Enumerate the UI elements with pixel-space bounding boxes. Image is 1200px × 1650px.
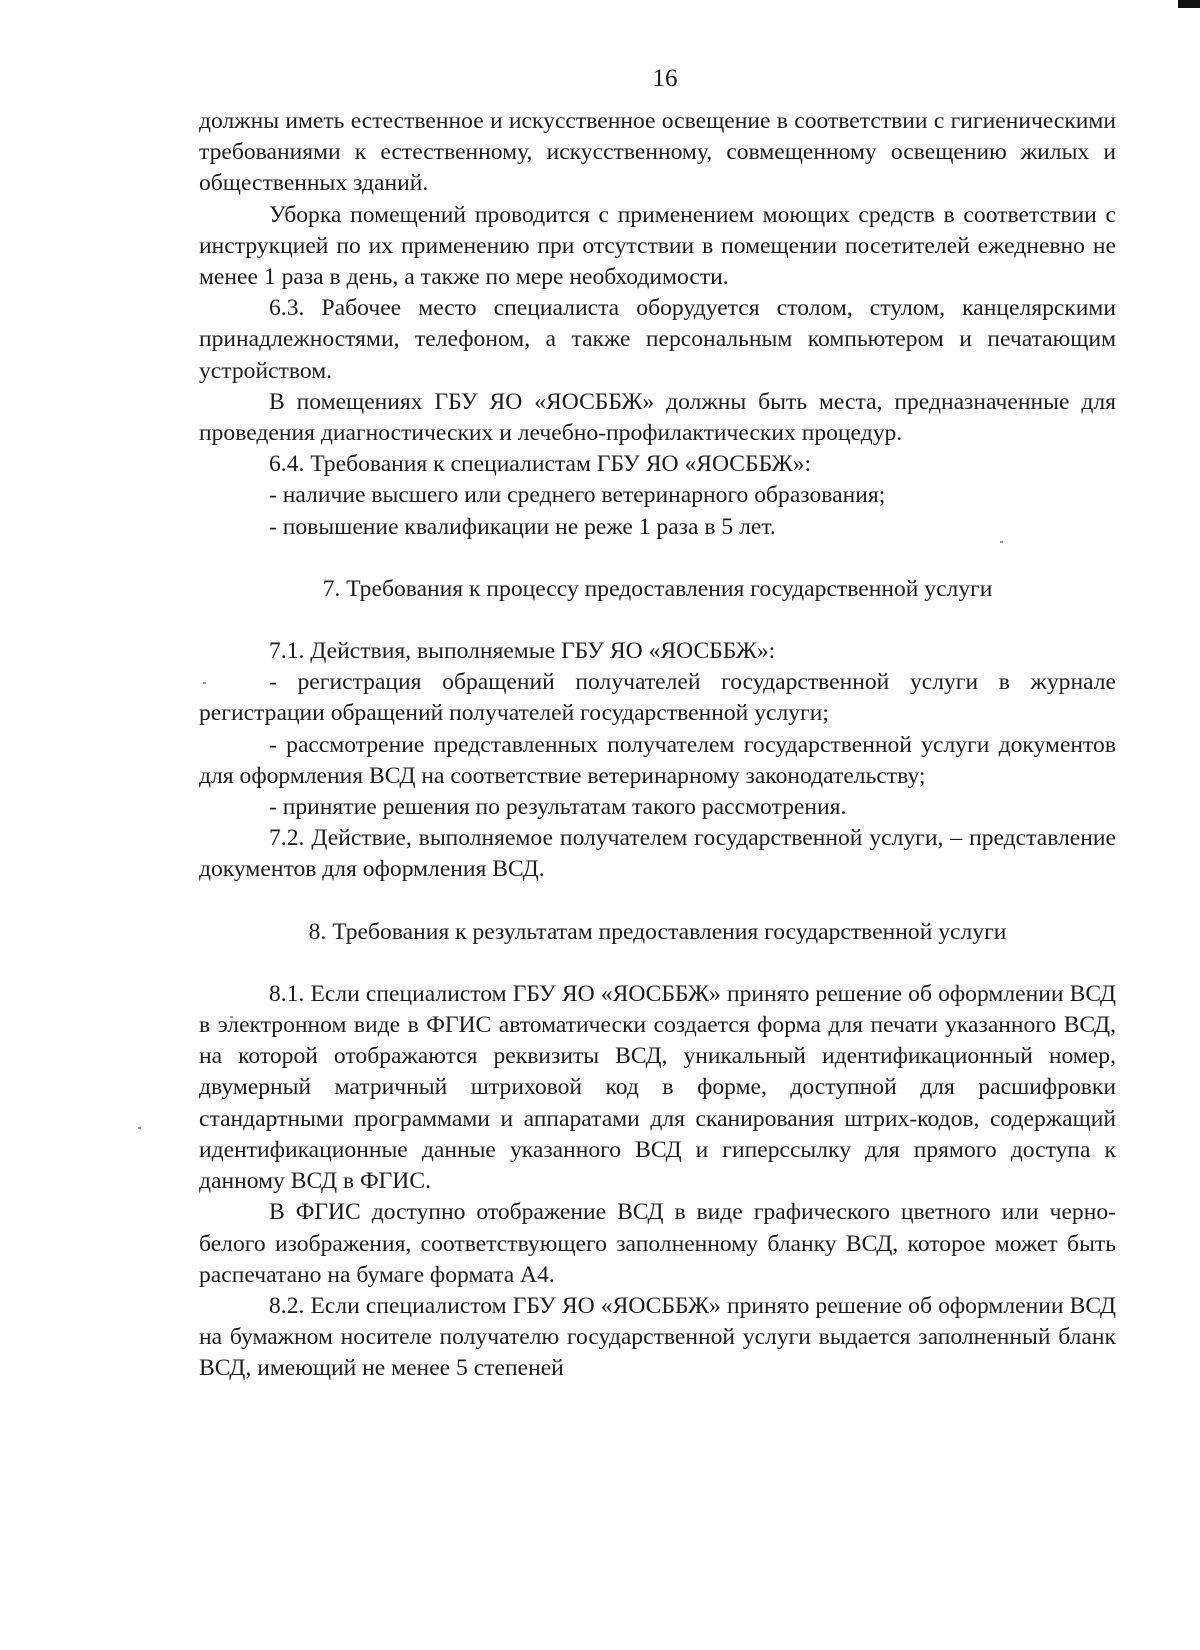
list-item: - принятие решения по результатам такого рассмотрения. <box>269 794 847 821</box>
list-item: - рассмотрение представленных получателем государственной услуги документов для оформления ВСД на соответствие ветеринарному законодательству; <box>199 731 1116 789</box>
paragraph-8-2: 8.2. Если специалистом ГБУ ЯО «ЯОСББЖ» принято решение об оформлении ВСД на бумажном носителе получателю государственной услуги выдается заполненный бланк ВСД, имеющий не менее 5 степеней <box>199 1292 1116 1382</box>
document-body <box>199 106 1116 1385</box>
page-number: 16 <box>652 65 678 92</box>
spacer <box>199 948 1116 979</box>
list-item: - регистрация обращений получателей государственной услуги в журнале регистрации обращений получателей государственной услуги; <box>199 669 1116 727</box>
paragraph: должны иметь естественное и искусственное освещение в соответствии с гигиеническими требованиями к естественному, искусственному, совмещенному освещению жилых и общественных зданий. <box>199 108 1116 197</box>
list-item: - повышение квалификации не реже 1 раза в 5 лет. <box>269 513 776 540</box>
paragraph-8-1: 8.1. Если специалистом ГБУ ЯО «ЯОСББЖ» принято решение об оформлении ВСД в электронном виде в ФГИС автоматически создается форма для печати указанного ВСД, на которой отображаются реквизиты ВСД, уникальный идентификационный номер, двумерный матричный штриховой код в форме, доступной для расшифровки стандартными программами и аппаратами для сканирования штрих-кодов, содержащий идентификационные данные указанного ВСД и гиперссылку для прямого доступа к данному ВСД в ФГИС. <box>199 980 1116 1195</box>
section-heading-7: 7. Требования к процессу предоставления государственной услуги <box>322 575 993 602</box>
spacer <box>199 605 1116 636</box>
list-item: - наличие высшего или среднего ветеринарного образования; <box>269 482 886 509</box>
paragraph-6-3: 6.3. Рабочее место специалиста оборудуется столом, стулом, канцелярскими принадлежностями, телефоном, а также персональным компьютером и печатающим устройством. <box>199 295 1116 384</box>
spacer <box>199 543 1116 574</box>
spacer <box>199 886 1116 917</box>
paragraph: В помещениях ГБУ ЯО «ЯОСББЖ» должны быть места, предназначенные для проведения диагностических и лечебно-профилактических процедур. <box>199 388 1116 447</box>
paragraph-7-1: 7.1. Действия, выполняемые ГБУ ЯО «ЯОСББЖ»: <box>269 638 776 665</box>
paragraph-7-2: 7.2. Действие, выполняемое получателем государственной услуги, – представление документов для оформления ВСД. <box>199 825 1116 883</box>
section-heading-8: 8. Требования к результатам предоставления государственной услуги <box>308 918 1007 945</box>
paragraph: Уборка помещений проводится с применением моющих средств в соответствии с инструкцией по их применению при отсутствии в помещении посетителей ежедневно не менее 1 раза в день, а также по мере необходимости. <box>199 201 1116 291</box>
paragraph: В ФГИС доступно отображение ВСД в виде графического цветного или черно-белого изображения, соответствующего заполненному бланку ВСД, которое может быть распечатано на бумаге формата А4. <box>199 1199 1116 1288</box>
scan-corner-mark <box>1178 0 1200 8</box>
scan-speck <box>138 1127 141 1129</box>
paragraph-6-4: 6.4. Требования к специалистам ГБУ ЯО «ЯОСББЖ»: <box>269 451 812 478</box>
